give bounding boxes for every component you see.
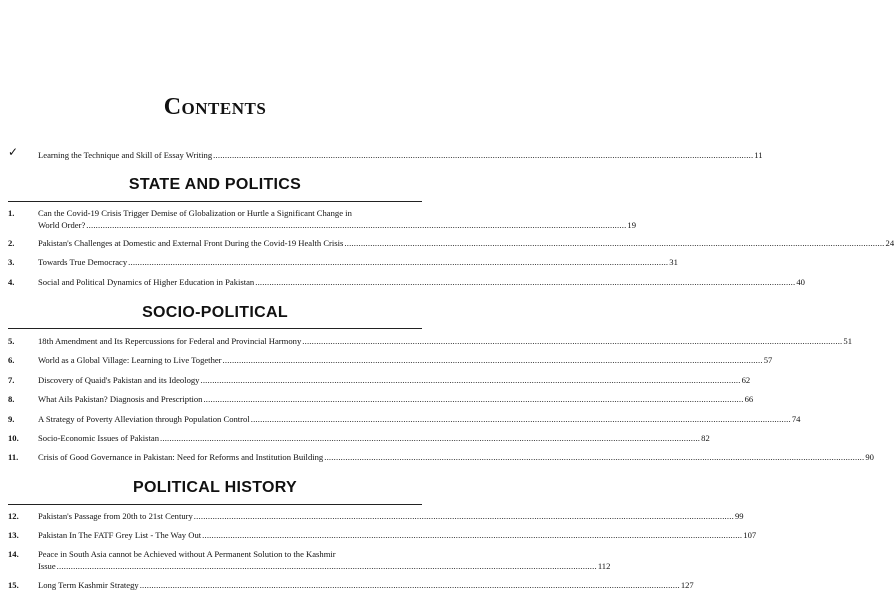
dot-leader — [200, 374, 740, 386]
section-divider — [8, 504, 422, 505]
entry-title: Socio-Economic Issues of Pakistan — [38, 433, 160, 443]
section-heading-socio-political: SOCIO-POLITICAL — [142, 304, 288, 321]
dot-leader — [203, 393, 743, 405]
entry-page: 11 — [754, 150, 763, 160]
entry-page: 57 — [763, 355, 773, 365]
entry-title: Pakistan's Passage from 20th to 21st Century — [38, 511, 193, 521]
entry-number: 8. — [8, 394, 15, 404]
dot-leader — [128, 256, 668, 268]
section-divider — [8, 201, 422, 202]
entry-number: 12. — [8, 511, 19, 521]
entry-title: Peace in South Asia cannot be Achieved without A Permanent Solution to the Kashmir — [38, 549, 336, 559]
entry-page: 19 — [627, 220, 637, 230]
entry-title: Pakistan's Challenges at Domestic and External Front During the Covid-19 Health Crisis — [38, 238, 344, 248]
entry-number: 2. — [8, 238, 15, 248]
dot-leader — [86, 219, 626, 231]
dot-leader — [140, 579, 680, 591]
entry-number: 6. — [8, 355, 15, 365]
entry-page: 127 — [680, 580, 694, 590]
entry-page: 90 — [865, 452, 874, 462]
entry-number: 10. — [8, 433, 19, 443]
entry-page: 74 — [791, 414, 801, 424]
entry-number: 5. — [8, 336, 15, 346]
entry-number: 15. — [8, 580, 19, 590]
entry-page: 66 — [744, 394, 754, 404]
entry-title: 18th Amendment and Its Repercussions for Federal and Provincial Harmony — [38, 336, 302, 346]
entry-title: Social and Political Dynamics of Higher Education in Pakistan — [38, 277, 255, 287]
entry-page: 82 — [701, 433, 710, 443]
entry-page: 24 — [885, 238, 894, 248]
dot-leader — [160, 432, 700, 444]
entry-title: Long Term Kashmir Strategy — [38, 580, 139, 590]
dot-leader — [194, 510, 734, 522]
entry-title: Can the Covid-19 Crisis Trigger Demise of Globalization or Hurtle a Significant Change in — [38, 208, 352, 218]
dot-leader — [57, 560, 597, 572]
page-title: Contents — [163, 94, 267, 120]
dot-leader — [302, 335, 842, 347]
section-divider — [8, 328, 422, 329]
dot-leader — [202, 529, 742, 541]
entry-title: What Ails Pakistan? Diagnosis and Prescription — [38, 394, 203, 404]
entry-page: 99 — [734, 511, 744, 521]
check-mark-icon: ✓ — [8, 145, 19, 159]
entry-title: A Strategy of Poverty Alleviation through Population Control — [38, 414, 250, 424]
entry-number: 13. — [8, 530, 19, 540]
entry-title: Towards True Democracy — [38, 257, 128, 267]
entry-page: 107 — [743, 530, 757, 540]
section-heading-political-history: POLITICAL HISTORY — [133, 479, 297, 496]
section-heading-state-and-politics: STATE AND POLITICS — [128, 176, 302, 193]
entry-title: Discovery of Quaid's Pakistan and its Ideology — [38, 375, 200, 385]
entry-number: 1. — [8, 208, 15, 218]
entry-title-cont: Issue — [38, 561, 56, 571]
entry-number: 4. — [8, 277, 15, 287]
entry-page: 31 — [669, 257, 678, 267]
entry-page: 112 — [597, 561, 611, 571]
dot-leader — [344, 237, 884, 249]
entry-number: 14. — [8, 549, 19, 559]
entry-title: World as a Global Village: Learning to Live Together — [38, 355, 222, 365]
entry-title: Crisis of Good Governance in Pakistan: Need for Reforms and Institution Building — [38, 452, 324, 462]
dot-leader — [251, 413, 791, 425]
entry-title: Pakistan In The FATF Grey List - The Way Out — [38, 530, 202, 540]
dot-leader — [223, 354, 763, 366]
dot-leader — [324, 451, 864, 463]
entry-page: 62 — [741, 375, 751, 385]
dot-leader — [213, 149, 753, 161]
entry-page: 51 — [843, 336, 852, 346]
entry-title: Learning the Technique and Skill of Essay Writing — [38, 150, 213, 160]
entry-number: 7. — [8, 375, 15, 385]
dot-leader — [255, 276, 795, 288]
entry-number: 9. — [8, 414, 15, 424]
entry-number: 11. — [8, 452, 19, 462]
entry-number: 3. — [8, 257, 15, 267]
entry-title-cont: World Order? — [38, 220, 86, 230]
entry-page: 40 — [796, 277, 805, 287]
